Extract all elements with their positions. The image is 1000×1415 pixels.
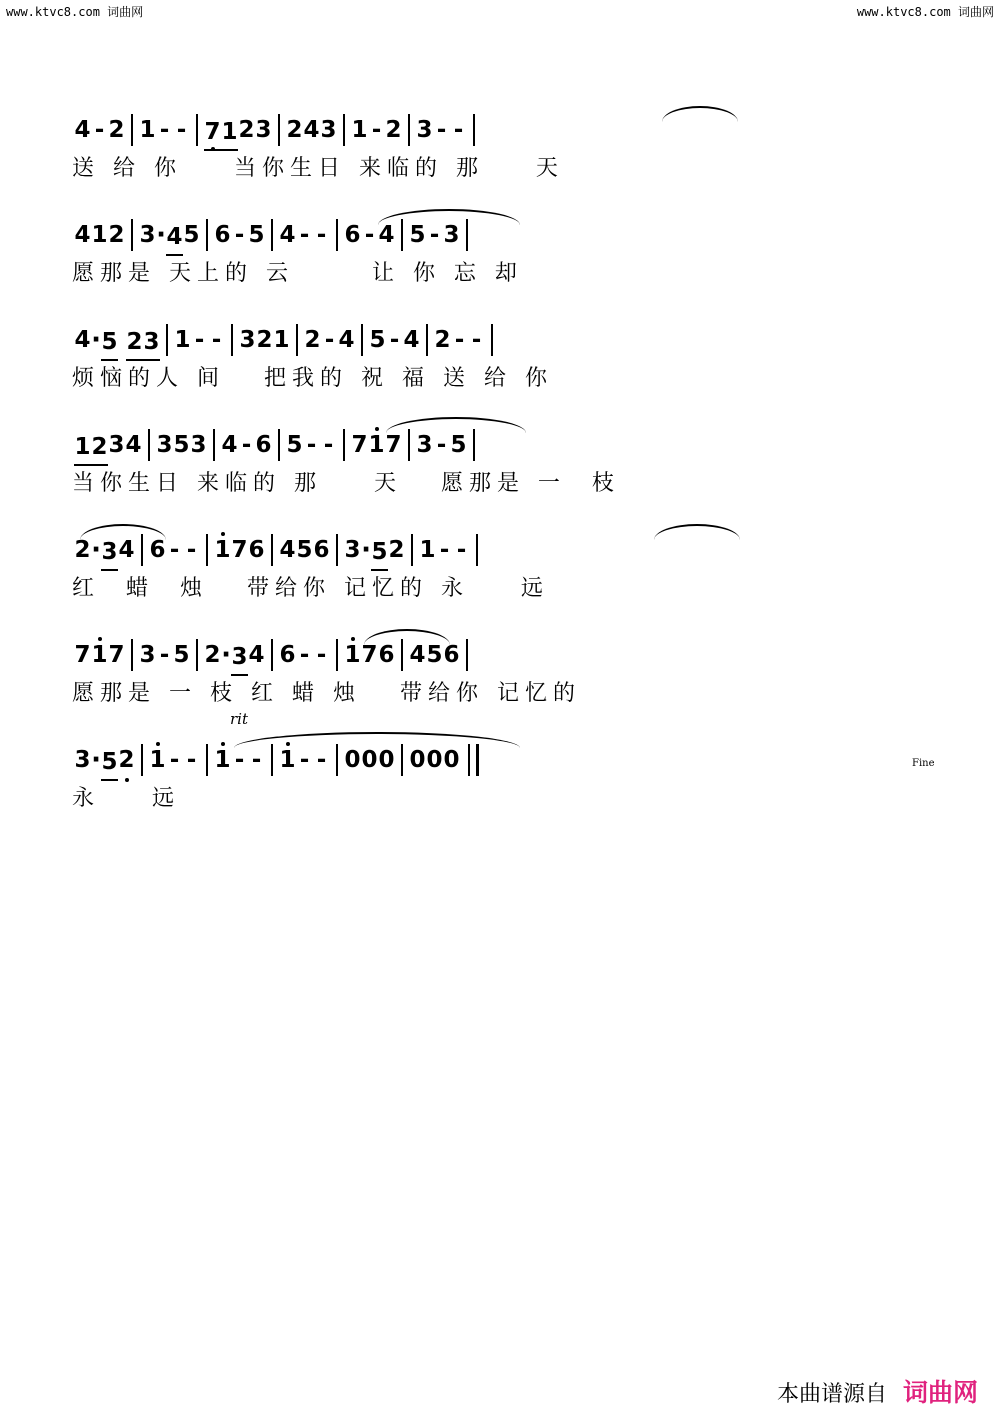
notation-line: 7 1 7 3 - 5 2 · 3 4 6 - - 1 7 6 4 5 6	[74, 635, 934, 675]
notation-line: 3 · 5 2 1 - - 1 - - 1 - - 0 0 0 0 0 0	[74, 740, 934, 780]
lyrics-line: 愿那是 天上的 云 让 你 忘 却	[72, 260, 523, 286]
slur	[662, 106, 738, 122]
footer-credit	[777, 1373, 978, 1409]
slur	[654, 524, 740, 540]
rit-marking: rit	[230, 710, 248, 728]
score-row-6	[0, 635, 1000, 735]
header-site-left: www.ktvc8.com 词曲网	[6, 5, 144, 19]
slur	[378, 209, 520, 225]
lyrics-line: 愿那是 一 枝 红 蜡 烛 带给你 记忆的	[72, 680, 581, 706]
lyrics-line: 当你生日 来临的 那 天 愿那是 一 枝	[72, 470, 620, 496]
lyrics-line: 送 给 你 当你生日 来临的 那 天	[72, 155, 564, 181]
lyrics-line: 永 远	[72, 785, 180, 811]
fine-marking: Fine	[912, 758, 935, 769]
notation-line: 4 1 2 3 · 4 5 6 - 5 4 - - 6 - 4 5 - 3	[74, 215, 934, 255]
source-label: 本曲谱源自	[776, 1382, 887, 1407]
notation-line: 2 · 3 4 6 - - 1 7 6 4 5 6 3 · 5 2 1 - -	[74, 530, 934, 570]
slur	[80, 524, 166, 540]
score-row-2	[0, 215, 1000, 315]
notation-line: 4 · 5 2 3 1 - - 3 2 1 2 - 4 5 - 4 2 - -	[74, 320, 934, 360]
score-row-1	[0, 110, 1000, 210]
brand-logo-text: 词曲网	[902, 1378, 978, 1407]
notation-line: 1 2 3 4 3 5 3 4 - 6 5 - - 7 1 7 3 - 5	[74, 425, 934, 465]
lyrics-line: 红 蜡 烛 带给你 记忆的 永 远	[72, 575, 549, 601]
score-row-7	[0, 710, 1000, 840]
score-row-5	[0, 530, 1000, 630]
notation-line: 4 - 2 1 - - 7 1 2 3 2 4 3 1 - 2 3 - -	[74, 110, 934, 150]
slur	[364, 629, 450, 645]
score-row-3	[0, 320, 1000, 420]
score-row-4	[0, 425, 1000, 525]
lyrics-line: 烦恼的人 间 把我的 祝 福 送 给 你	[72, 365, 553, 391]
header-site-right: www.ktvc8.com 词曲网	[856, 5, 994, 19]
